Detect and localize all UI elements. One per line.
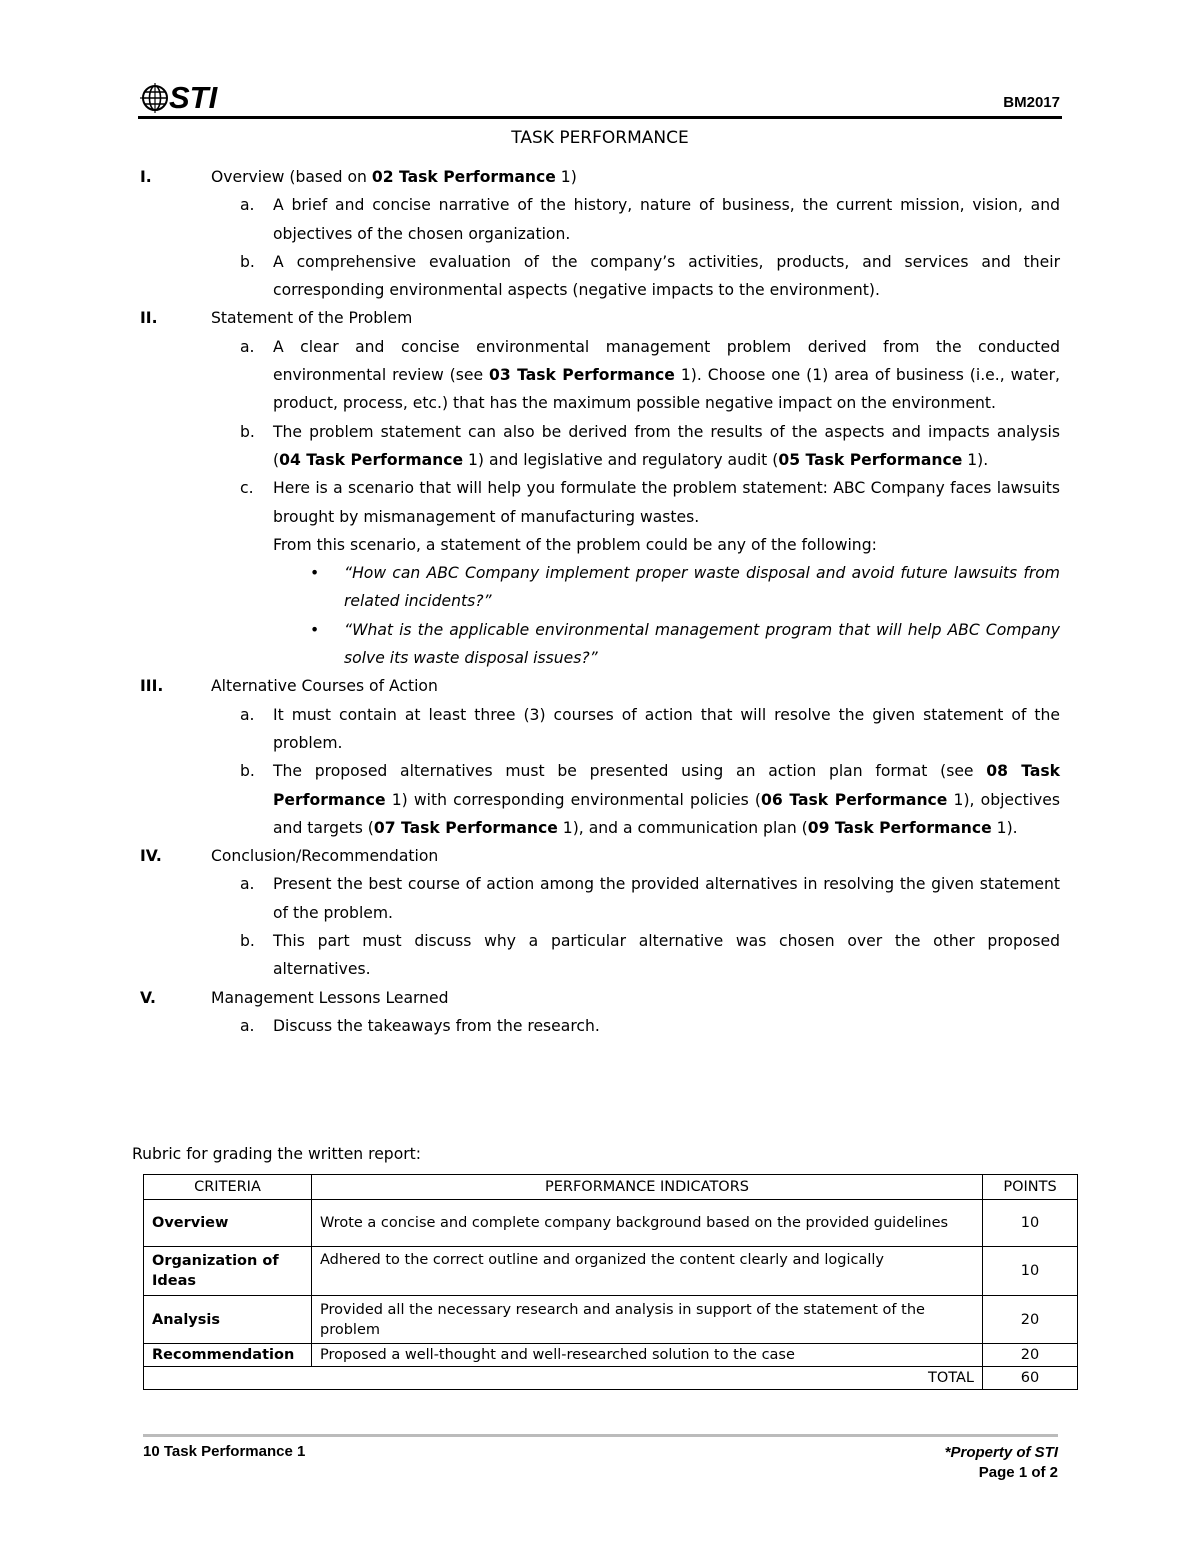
logo-text: STI [169, 80, 218, 115]
rubric-row [144, 1344, 1078, 1367]
section-number: IV. [140, 847, 162, 866]
list-item [140, 474, 1060, 531]
section-heading [140, 672, 1060, 700]
text-run: 1), and a communication plan ( [557, 818, 808, 837]
text-run: Alternative Courses of Action [211, 677, 438, 696]
bold-reference: 04 Task Performance [279, 450, 464, 469]
section-title [211, 304, 1060, 332]
section-heading [140, 163, 1060, 191]
text-run: Present the best course of action among the provided alternatives in resolving the given statement of the problem. [273, 875, 1060, 922]
header-points: POINTS [983, 1175, 1078, 1200]
list-item [140, 927, 1060, 984]
points-cell: 20 [983, 1296, 1078, 1344]
item-letter: a. [240, 1016, 255, 1035]
section-heading [140, 304, 1060, 332]
item-letter: b. [240, 422, 255, 441]
text-run: 1). [991, 818, 1018, 837]
criteria-cell: Organization of Ideas [144, 1247, 312, 1296]
page-number: Page 1 of 2 [978, 1464, 1058, 1481]
rubric-table [143, 1174, 1078, 1390]
item-letter: b. [240, 252, 255, 271]
text-run: The proposed alternatives must be presented using an action plan format (see [273, 762, 987, 781]
bold-reference: 07 Task Performance [373, 818, 558, 837]
points-cell: 20 [983, 1344, 1078, 1367]
section-number: III. [140, 677, 164, 696]
section-title [211, 984, 1060, 1012]
indicator-cell: Adhered to the correct outline and organized the content clearly and logically [312, 1247, 983, 1296]
footer-doc-name: 10 Task Performance 1 [143, 1443, 306, 1460]
bold-reference: 02 Task Performance [371, 168, 556, 186]
item-letter: c. [240, 479, 254, 498]
outline-content [140, 163, 1060, 1040]
indicator-cell: Provided all the necessary research and analysis in support of the statement of the problem [312, 1296, 983, 1344]
item-letter: a. [240, 875, 255, 894]
rubric-row [144, 1296, 1078, 1344]
footer-divider [143, 1434, 1058, 1437]
list-item [140, 191, 1060, 248]
text-run: The problem statement can also be derived from the results of the aspects and impacts analysis ( [273, 422, 1060, 469]
bold-reference: 05 Task Performance [778, 450, 963, 469]
bullet-text: “What is the applicable environmental management program that will help ABC Company solve its waste disposal issues?” [344, 620, 1060, 668]
section-heading [140, 984, 1060, 1012]
text-run: 1) [555, 168, 577, 186]
section-number: V. [140, 988, 156, 1007]
points-cell: 10 [983, 1247, 1078, 1296]
item-letter: a. [240, 337, 255, 356]
list-item [140, 1012, 1060, 1040]
text-run: 1). [962, 450, 989, 469]
criteria-cell: Recommendation [144, 1344, 312, 1367]
rubric-row [144, 1247, 1078, 1296]
item-letter: b. [240, 932, 255, 951]
sti-logo [140, 80, 217, 116]
header-criteria: CRITERIA [144, 1175, 312, 1200]
text-run: Overview (based on [211, 168, 372, 186]
scenario-followup: From this scenario, a statement of the problem could be any of the following: [273, 535, 877, 554]
text-run: 1), objectives and targets ( [273, 790, 1060, 837]
list-item [140, 248, 1060, 305]
criteria-cell: Overview [144, 1200, 312, 1247]
item-letter: a. [240, 705, 255, 724]
section-title [211, 672, 1060, 700]
item-letter: a. [240, 196, 255, 215]
list-item [140, 418, 1060, 475]
text-run: 1) and legislative and regulatory audit ( [463, 450, 779, 469]
text-run: A brief and concise narrative of the history, nature of business, the current mission, vision, and objectives of the chosen organization. [273, 196, 1060, 243]
text-run: A comprehensive evaluation of the company’s activities, products, and services and their corresponding environmental aspects (negative impacts to the environment). [273, 252, 1060, 300]
text-run: This part must discuss why a particular alternative was chosen over the other proposed alternatives. [273, 932, 1060, 979]
bullet-item [140, 616, 1060, 673]
indicator-cell: Proposed a well-thought and well-researched solution to the case [312, 1344, 983, 1367]
bullet-icon: • [310, 620, 320, 639]
rubric-intro: Rubric for grading the written report: [132, 1145, 422, 1163]
list-item [140, 333, 1060, 418]
text-run: 1). Choose one (1) area of business (i.e., water, product, process, etc.) that has the maximum possible negative impact on the environment. [273, 366, 1060, 413]
section-heading [140, 842, 1060, 870]
bullet-text: “How can ABC Company implement proper waste disposal and avoid future lawsuits from related incidents?” [344, 564, 1060, 611]
bullet-item [140, 559, 1060, 616]
indicator-cell: Wrote a concise and complete company background based on the provided guidelines [312, 1200, 983, 1247]
list-item [140, 757, 1060, 842]
rubric-total-row [144, 1367, 1078, 1390]
section-title [211, 842, 1060, 870]
text-run: It must contain at least three (3) courses of action that will resolve the given statement of the problem. [273, 705, 1060, 752]
section-title [211, 163, 1060, 191]
text-run: Statement of the Problem [211, 309, 413, 328]
rubric-header-row [144, 1175, 1078, 1200]
globe-icon [140, 83, 170, 113]
text-run: A clear and concise environmental management problem derived from the conducted environmental review (see [273, 337, 1060, 385]
section-number: I. [140, 168, 152, 186]
text-run: Conclusion/Recommendation [211, 847, 439, 866]
criteria-cell: Analysis [144, 1296, 312, 1344]
footer-right [945, 1443, 1058, 1483]
item-letter: b. [240, 762, 255, 781]
bold-reference: 03 Task Performance [488, 366, 675, 385]
bold-reference: 06 Task Performance [761, 790, 948, 809]
list-item [140, 701, 1060, 758]
header-divider [138, 116, 1062, 119]
document-code: BM2017 [1003, 94, 1060, 111]
section-number: II. [140, 309, 158, 328]
rubric-row [144, 1200, 1078, 1247]
bold-reference: 08 Task Performance [273, 762, 1060, 809]
property-notice: *Property of STI [944, 1444, 1058, 1461]
total-points: 60 [983, 1367, 1078, 1390]
text-run: Discuss the takeaways from the research. [273, 1016, 600, 1035]
total-label: TOTAL [144, 1367, 983, 1390]
bullet-icon: • [310, 564, 320, 583]
list-item [140, 870, 1060, 927]
text-run: Here is a scenario that will help you formulate the problem statement: ABC Company faces lawsuits brought by mismanagement of manufacturing wastes. [273, 479, 1060, 526]
bold-reference: 09 Task Performance [807, 818, 992, 837]
page-title: TASK PERFORMANCE [511, 128, 689, 148]
points-cell: 10 [983, 1200, 1078, 1247]
text-run: 1) with corresponding environmental policies ( [385, 790, 762, 809]
text-run: Management Lessons Learned [211, 988, 449, 1007]
header-indicators: PERFORMANCE INDICATORS [312, 1175, 983, 1200]
